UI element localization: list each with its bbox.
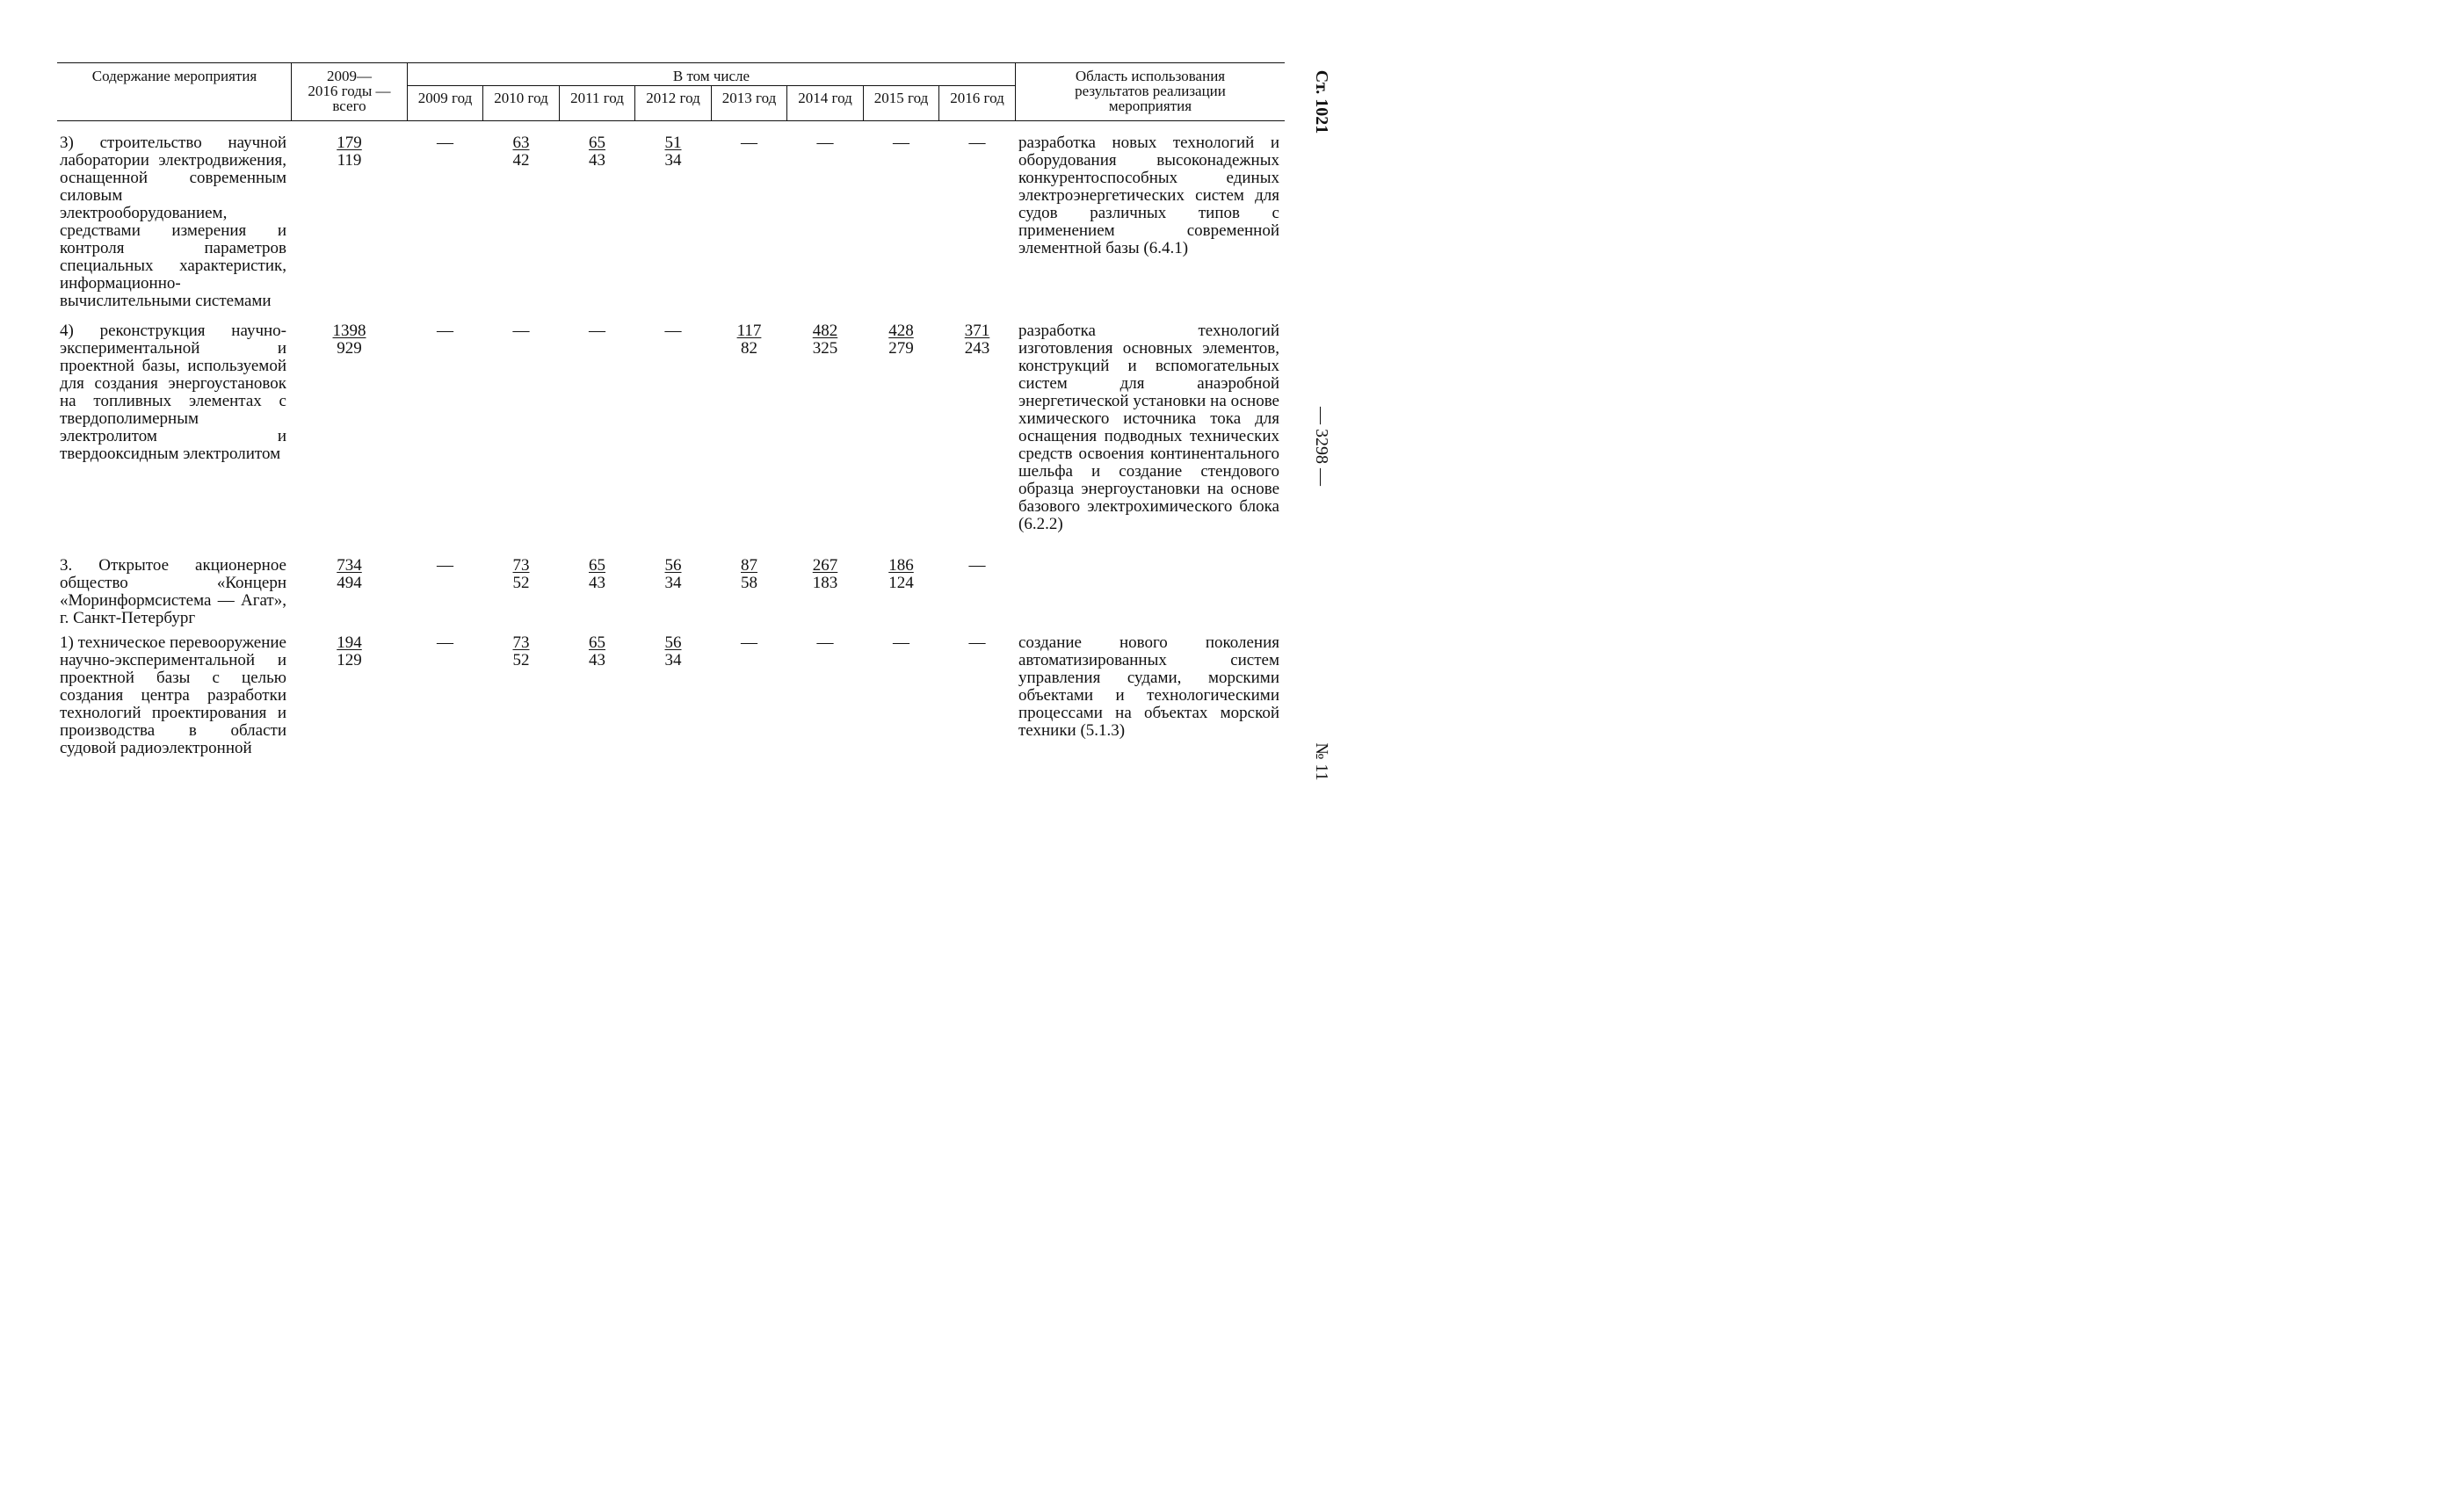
- header-year-2014: 2014 год: [798, 90, 852, 106]
- year-value-2012: [635, 557, 711, 592]
- row-total: [292, 322, 407, 358]
- value-numerator: 56: [664, 556, 682, 575]
- empty-cell-dash: —: [664, 322, 682, 340]
- total-numerator: 1398: [332, 322, 366, 340]
- header-year-2009: 2009 год: [417, 90, 473, 106]
- year-value-2012: [635, 634, 711, 669]
- value-numerator: 65: [589, 633, 605, 652]
- value-numerator: 428: [888, 322, 914, 340]
- header-including: В том числе: [672, 68, 750, 84]
- year-value-2014: [787, 557, 863, 592]
- year-value-2011: [560, 134, 634, 170]
- value-denominator: 43: [589, 574, 605, 592]
- empty-cell-dash: —: [741, 134, 757, 152]
- year-value-2015: [864, 322, 938, 358]
- empty-cell-dash: —: [893, 134, 909, 152]
- header-year-2013: 2013 год: [721, 90, 777, 106]
- empty-cell-dash: —: [437, 633, 453, 652]
- value-numerator: 267: [812, 556, 838, 575]
- row-description: 1) техническое перевооружение научно-экспериментальной и проектной базы с целью создания центра разработки технологий проектирования и производства в области судовой радиоэлектронной: [60, 633, 286, 757]
- row-description: 4) реконструкция научно-экспериментальной и проектной базы, используемой для создания энергоустановок на топливных элементах с твердополимерным электролитом и твердооксидным электролитом: [60, 322, 286, 463]
- value-numerator: 371: [964, 322, 990, 340]
- year-value-2011: [560, 634, 634, 669]
- year-value-2015: [864, 557, 938, 592]
- row-total: [292, 557, 407, 592]
- empty-cell-dash: —: [816, 633, 834, 652]
- value-numerator: 56: [664, 633, 682, 652]
- total-denominator: 119: [337, 151, 362, 170]
- row-total: [292, 634, 407, 669]
- header-year-2011: 2011 год: [570, 90, 624, 106]
- header-year-2010: 2010 год: [494, 90, 548, 106]
- value-numerator: 73: [512, 633, 530, 652]
- year-value-2012: [635, 134, 711, 170]
- value-numerator: 65: [589, 134, 605, 152]
- header-year-2016: 2016 год: [950, 90, 1004, 106]
- empty-cell-dash: —: [437, 134, 453, 152]
- value-numerator: 73: [512, 556, 530, 575]
- margin-page-number: — 3298 —: [1312, 407, 1331, 486]
- value-denominator: 43: [589, 151, 605, 170]
- value-numerator: 65: [589, 556, 605, 575]
- value-denominator: 58: [741, 574, 757, 592]
- value-numerator: 87: [741, 556, 757, 575]
- year-value-2013: [712, 557, 786, 592]
- year-value-2010: [483, 634, 559, 669]
- value-numerator: 117: [736, 322, 762, 340]
- total-numerator: 179: [337, 134, 362, 152]
- row-description: 3) строительство научной лаборатории электродвижения, оснащенной современным силовым электрооборудованием, средствами измерения и контроля параметров специальных характеристик, информационно-вычислительными системами: [60, 134, 286, 310]
- value-denominator: 243: [964, 339, 990, 358]
- year-value-2016: [939, 322, 1015, 358]
- margin-page-label: Ст. 1021: [1312, 69, 1331, 134]
- year-value-2010: [483, 557, 559, 592]
- table-header-bottom-rule: [57, 120, 1285, 121]
- value-denominator: 34: [664, 574, 682, 592]
- row-total: [292, 134, 407, 170]
- header-year-2015: 2015 год: [873, 90, 929, 106]
- empty-cell-dash: —: [512, 322, 530, 340]
- empty-cell-dash: —: [816, 134, 834, 152]
- value-denominator: 183: [812, 574, 838, 592]
- row-area: создание нового поколения автоматизированных систем управления судами, морскими объектами и технологическими процессами на объектах морской техники (5.1.3): [1018, 633, 1279, 740]
- row-description: 3. Открытое акционерное общество «Концерн «Моринформсистема — Агат», г. Санкт-Петербург: [60, 556, 286, 627]
- table-top-rule: [57, 62, 1285, 63]
- value-numerator: 51: [664, 134, 682, 152]
- year-value-2011: [560, 557, 634, 592]
- total-numerator: 734: [337, 556, 362, 575]
- value-numerator: 186: [888, 556, 914, 575]
- value-denominator: 34: [664, 151, 682, 170]
- header-year-2012: 2012 год: [646, 90, 700, 106]
- value-denominator: 124: [888, 574, 914, 592]
- value-denominator: 52: [512, 651, 530, 669]
- value-denominator: 42: [512, 151, 530, 170]
- value-denominator: 52: [512, 574, 530, 592]
- row-area: разработка технологий изготовления основных элементов, конструкций и вспомогательных систем для анаэробной энергетической установки на основе химического источника тока для оснащения подводных технических средств освоения континентального шельфа и создание стендового образца энергоустановки на основе базового электрохимического блока (6.2.2): [1018, 322, 1279, 533]
- value-denominator: 82: [741, 339, 757, 358]
- header-total: 2009— 2016 годы — всего: [308, 68, 391, 114]
- total-denominator: 129: [337, 651, 362, 669]
- value-denominator: 43: [589, 651, 605, 669]
- empty-cell-dash: —: [589, 322, 605, 340]
- empty-cell-dash: —: [968, 134, 986, 152]
- row-area: разработка новых технологий и оборудования высоконадежных конкурентоспособных единых электроэнергетических систем для судов различных типов с применением современной элементной базы (6.4.1): [1018, 134, 1279, 257]
- header-area: Область использования результатов реализации мероприятия: [1075, 68, 1226, 114]
- empty-cell-dash: —: [437, 322, 453, 340]
- empty-cell-dash: —: [968, 633, 986, 652]
- empty-cell-dash: —: [893, 633, 909, 652]
- value-denominator: 325: [812, 339, 838, 358]
- year-value-2013: [712, 322, 786, 358]
- header-content: Содержание мероприятия: [91, 68, 257, 84]
- total-denominator: 929: [337, 339, 362, 358]
- empty-cell-dash: —: [437, 556, 453, 575]
- total-denominator: 494: [337, 574, 362, 592]
- value-denominator: 34: [664, 651, 682, 669]
- year-value-2014: [787, 322, 863, 358]
- value-numerator: 482: [812, 322, 838, 340]
- margin-issue: № 11: [1312, 742, 1331, 781]
- empty-cell-dash: —: [968, 556, 986, 575]
- year-value-2010: [483, 134, 559, 170]
- value-numerator: 63: [512, 134, 530, 152]
- value-denominator: 279: [888, 339, 914, 358]
- empty-cell-dash: —: [741, 633, 757, 652]
- total-numerator: 194: [337, 633, 362, 652]
